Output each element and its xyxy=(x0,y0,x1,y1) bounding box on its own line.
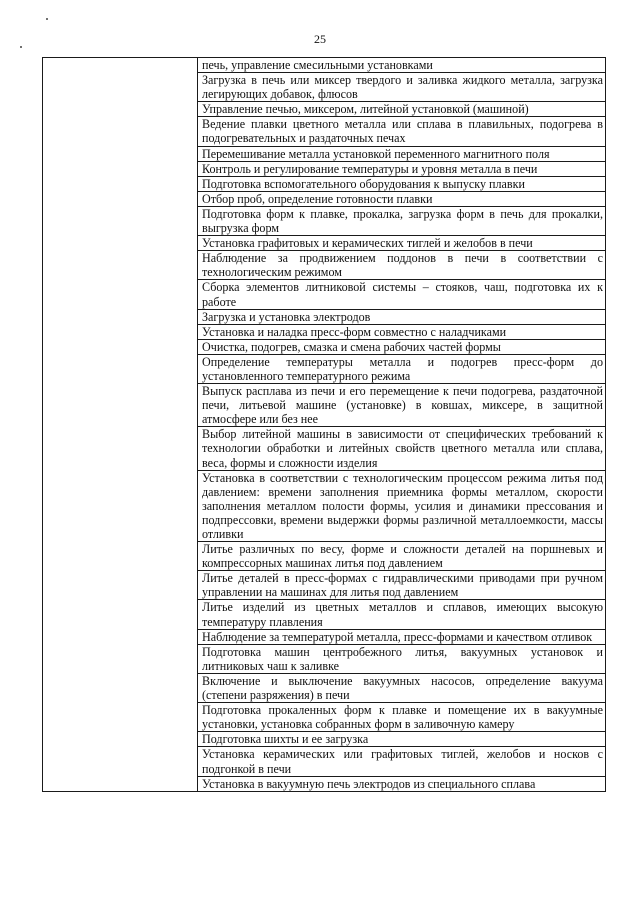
activities-table-body xyxy=(43,58,606,792)
activity-item: Литье изделий из цветных металлов и сплавов, имеющих высокую температуру плавления xyxy=(198,600,606,629)
activity-item: Литье деталей в пресс-формах с гидравлическими приводами при ручном управлении на машинах для литья под давлением xyxy=(198,571,606,600)
activity-item: Загрузка и установка электродов xyxy=(198,309,606,324)
activity-item: Сборка элементов литниковой системы – стояков, чаш, подготовка их к работе xyxy=(198,280,606,309)
activity-item: Установка в соответствии с технологическим процессом режима литья под давлением: времени заполнения приемника формы металлом, скорости заполнения металлом полости формы, усилия и динамики прессования и подпрессовки, времени выдержки формы различной металлоемкости, массы отливки xyxy=(198,470,606,541)
activity-item: Подготовка форм к плавке, прокалка, загрузка форм в печь для прокалки, выгрузка форм xyxy=(198,206,606,235)
table-row xyxy=(43,58,606,73)
scan-speck xyxy=(46,18,48,20)
activity-item: Подготовка прокаленных форм к плавке и помещение их в вакуумные установки, установка собранных форм в заливочную камеру xyxy=(198,703,606,732)
activity-item: Наблюдение за продвижением поддонов в печи в соответствии с технологическим режимом xyxy=(198,251,606,280)
activity-item: Установка и наладка пресс-форм совместно с наладчиками xyxy=(198,324,606,339)
activity-item: Подготовка шихты и ее загрузка xyxy=(198,732,606,747)
activity-item: Установка керамических или графитовых тиглей, желобов и носков с подгонкой в печи xyxy=(198,747,606,776)
left-column-cell xyxy=(43,58,198,792)
activity-item: Отбор проб, определение готовности плавки xyxy=(198,191,606,206)
page-number: 25 xyxy=(314,32,326,46)
activity-item: Загрузка в печь или миксер твердого и заливка жидкого металла, загрузка легирующих добавок, флюсов xyxy=(198,73,606,102)
activity-item: Установка в вакуумную печь электродов из специального сплава xyxy=(198,776,606,791)
activity-item: печь, управление смесильными установками xyxy=(198,58,606,73)
activity-item: Перемешивание металла установкой переменного магнитного поля xyxy=(198,146,606,161)
activity-item: Литье различных по весу, форме и сложности деталей на поршневых и компрессорных машинах литья под давлением xyxy=(198,542,606,571)
activity-item: Выбор литейной машины в зависимости от специфических требований к технологии обработки и литейных свойств цветного металла или сплава, веса, формы и сложности изделия xyxy=(198,427,606,470)
activity-item: Ведение плавки цветного металла или сплава в плавильных, подогрева в подогревательных и раздаточных печах xyxy=(198,117,606,146)
activity-item: Подготовка вспомогательного оборудования к выпуску плавки xyxy=(198,176,606,191)
activity-item: Выпуск расплава из печи и его перемещение к печи подогрева, раздаточной печи, литьевой машине (установке) в ковшах, миксере, в защитной атмосфере или без нее xyxy=(198,384,606,427)
activity-item: Управление печью, миксером, литейной установкой (машиной) xyxy=(198,102,606,117)
activity-item: Установка графитовых и керамических тиглей и желобов в печи xyxy=(198,236,606,251)
activity-item: Контроль и регулирование температуры и уровня металла в печи xyxy=(198,161,606,176)
activity-item: Очистка, подогрев, смазка и смена рабочих частей формы xyxy=(198,339,606,354)
activity-item: Включение и выключение вакуумных насосов, определение вакуума (степени разряжения) в печи xyxy=(198,673,606,702)
activity-item: Наблюдение за температурой металла, пресс-формами и качеством отливок xyxy=(198,629,606,644)
activity-item: Подготовка машин центробежного литья, вакуумных установок и литниковых чаш к заливке xyxy=(198,644,606,673)
activities-table xyxy=(42,57,606,792)
activity-item: Определение температуры металла и подогрев пресс-форм до установленного температурного режима xyxy=(198,354,606,383)
